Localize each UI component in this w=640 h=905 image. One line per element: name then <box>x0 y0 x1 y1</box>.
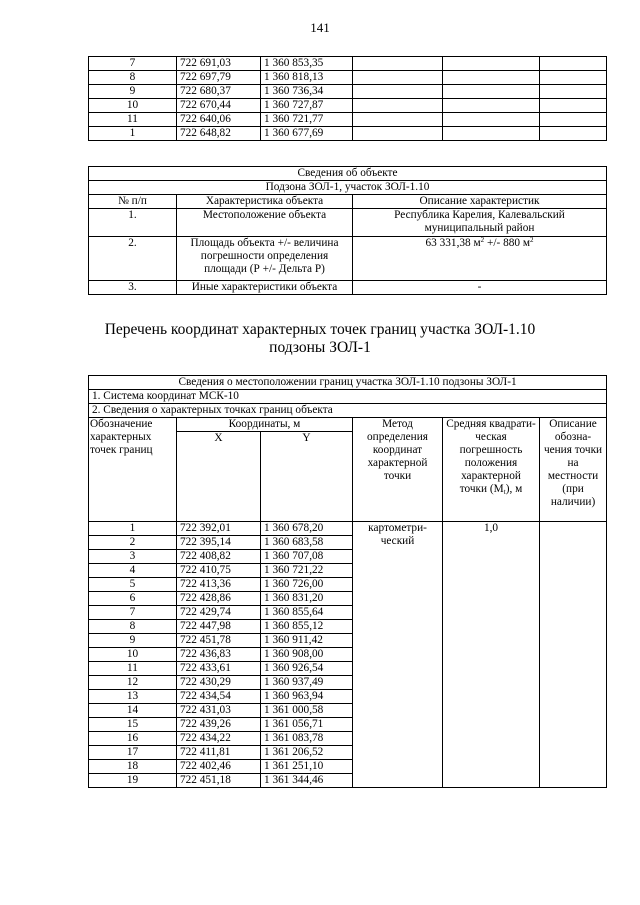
coord-y: 1 360 855,64 <box>261 606 353 620</box>
coord-x: 722 447,98 <box>177 620 261 634</box>
boundary-coordinates-table <box>88 375 607 788</box>
empty-cell <box>353 57 443 71</box>
coord-y: 1 360 726,00 <box>261 578 353 592</box>
coord-y: 1 360 677,69 <box>261 127 353 141</box>
area-tolerance-exponent: 2 <box>530 236 534 244</box>
empty-cell <box>540 57 607 71</box>
point-number: 6 <box>89 592 177 606</box>
coord-y: 1 360 818,13 <box>261 71 353 85</box>
point-number: 4 <box>89 564 177 578</box>
point-number: 8 <box>89 71 177 85</box>
coord-y: 1 360 707,08 <box>261 550 353 564</box>
header-designation: Обозначение характерных точек границ <box>89 418 177 522</box>
table-row <box>89 57 607 71</box>
row-3-num: 3. <box>89 281 177 295</box>
boundary-table-body <box>89 376 607 788</box>
points-info-row: 2. Сведения о характерных точках границ объекта <box>89 404 607 418</box>
row-1-num: 1. <box>89 209 177 237</box>
method-value: картометри-ческий <box>353 522 443 788</box>
point-number: 14 <box>89 704 177 718</box>
row-2-num: 2. <box>89 237 177 281</box>
coord-y: 1 360 727,87 <box>261 99 353 113</box>
coord-x: 722 430,29 <box>177 676 261 690</box>
area-tolerance: +/- 880 м <box>484 237 531 249</box>
section-heading-line-2: подзоны ЗОЛ-1 <box>269 339 371 356</box>
coord-x: 722 670,44 <box>177 99 261 113</box>
coord-y: 1 360 926,54 <box>261 662 353 676</box>
row-1-description: Республика Карелия, Калевальский муниципальный район <box>353 209 607 237</box>
coord-y: 1 360 736,34 <box>261 85 353 99</box>
boundary-table-title: Сведения о местоположении границ участка ЗОЛ-1.10 подзоны ЗОЛ-1 <box>89 376 607 390</box>
empty-cell <box>443 99 540 113</box>
coord-y: 1 360 963,94 <box>261 690 353 704</box>
empty-cell <box>353 85 443 99</box>
coord-y: 1 360 721,22 <box>261 564 353 578</box>
point-number: 3 <box>89 550 177 564</box>
empty-cell <box>443 85 540 99</box>
coord-x: 722 434,54 <box>177 690 261 704</box>
area-exponent: 2 <box>480 236 485 244</box>
coord-y: 1 361 251,10 <box>261 760 353 774</box>
point-number: 12 <box>89 676 177 690</box>
point-number: 8 <box>89 620 177 634</box>
page-number: 141 <box>310 20 330 35</box>
point-number: 9 <box>89 634 177 648</box>
header-coordinates: Координаты, м <box>177 418 353 432</box>
coord-x: 722 680,37 <box>177 85 261 99</box>
continuation-table-body <box>89 57 607 141</box>
coord-y: 1 360 831,20 <box>261 592 353 606</box>
point-number: 10 <box>89 648 177 662</box>
empty-cell <box>443 113 540 127</box>
point-number: 10 <box>89 99 177 113</box>
empty-cell <box>353 99 443 113</box>
table-row <box>89 71 607 85</box>
coord-x: 722 413,36 <box>177 578 261 592</box>
empty-cell <box>540 113 607 127</box>
coord-y: 1 360 721,77 <box>261 113 353 127</box>
point-number: 2 <box>89 536 177 550</box>
coord-y: 1 361 206,52 <box>261 746 353 760</box>
header-characteristic: Характеристика объекта <box>177 195 353 209</box>
row-2-description <box>353 237 607 281</box>
empty-cell <box>443 57 540 71</box>
row-2-characteristic: Площадь объекта +/- величина погрешности определения площади (Р +/- Дельта Р) <box>177 237 353 281</box>
coord-x: 722 439,26 <box>177 718 261 732</box>
point-number: 5 <box>89 578 177 592</box>
object-table-subtitle: Подзона ЗОЛ-1, участок ЗОЛ-1.10 <box>89 181 607 195</box>
coord-y: 1 360 853,35 <box>261 57 353 71</box>
coord-y: 1 360 908,00 <box>261 648 353 662</box>
coord-y: 1 360 683,58 <box>261 536 353 550</box>
error-unit: ), м <box>505 483 523 495</box>
coordinates-table-continuation <box>88 56 607 141</box>
coord-y: 1 360 678,20 <box>261 522 353 536</box>
row-3-characteristic: Иные характеристики объекта <box>177 281 353 295</box>
coord-x: 722 434,22 <box>177 732 261 746</box>
coord-x: 722 402,46 <box>177 760 261 774</box>
coord-x: 722 451,78 <box>177 634 261 648</box>
coord-x: 722 392,01 <box>177 522 261 536</box>
object-table-title: Сведения об объекте <box>89 167 607 181</box>
coord-y: 1 360 911,42 <box>261 634 353 648</box>
coord-x: 722 428,86 <box>177 592 261 606</box>
row-1-characteristic: Местоположение объекта <box>177 209 353 237</box>
coord-y: 1 361 344,46 <box>261 774 353 788</box>
point-number: 16 <box>89 732 177 746</box>
header-error <box>443 418 540 522</box>
coord-y: 1 360 855,12 <box>261 620 353 634</box>
coord-x: 722 410,75 <box>177 564 261 578</box>
area-value: 63 331,38 м <box>425 237 481 249</box>
coord-x: 722 431,03 <box>177 704 261 718</box>
coord-x: 722 433,61 <box>177 662 261 676</box>
empty-cell <box>353 113 443 127</box>
coord-x: 722 451,18 <box>177 774 261 788</box>
coord-y: 1 361 056,71 <box>261 718 353 732</box>
coord-x: 722 429,74 <box>177 606 261 620</box>
table-row <box>89 113 607 127</box>
coord-x: 722 691,03 <box>177 57 261 71</box>
coord-x: 722 640,06 <box>177 113 261 127</box>
section-heading-line-1: Перечень координат характерных точек границ участка ЗОЛ-1.10 <box>104 321 536 338</box>
empty-cell <box>540 99 607 113</box>
point-number: 9 <box>89 85 177 99</box>
header-description: Описание характеристик <box>353 195 607 209</box>
empty-cell <box>443 71 540 85</box>
coord-x: 722 436,83 <box>177 648 261 662</box>
point-number: 7 <box>89 606 177 620</box>
header-method: Метод определения координат характерной точки <box>353 418 443 522</box>
table-row <box>89 522 607 536</box>
description-value <box>540 522 607 788</box>
point-number: 1 <box>89 522 177 536</box>
header-x: X <box>177 432 261 522</box>
point-number: 19 <box>89 774 177 788</box>
header-y: Y <box>261 432 353 522</box>
coord-y: 1 361 083,78 <box>261 732 353 746</box>
empty-cell <box>353 71 443 85</box>
table-row <box>89 127 607 141</box>
point-number: 17 <box>89 746 177 760</box>
point-number: 13 <box>89 690 177 704</box>
object-info-table <box>88 166 607 295</box>
coord-x: 722 408,82 <box>177 550 261 564</box>
point-number: 11 <box>89 113 177 127</box>
empty-cell <box>353 127 443 141</box>
empty-cell <box>540 85 607 99</box>
point-number: 15 <box>89 718 177 732</box>
coord-x: 722 411,81 <box>177 746 261 760</box>
error-value: 1,0 <box>443 522 540 788</box>
point-number: 7 <box>89 57 177 71</box>
coord-x: 722 697,79 <box>177 71 261 85</box>
error-subscript: t <box>503 488 506 496</box>
point-number: 11 <box>89 662 177 676</box>
empty-cell <box>443 127 540 141</box>
empty-cell <box>540 127 607 141</box>
row-3-description: - <box>353 281 607 295</box>
error-label: Средняя квадрати-ческая погрешность положения характерной точки (M <box>446 418 536 495</box>
header-description: Описание обозна-чения точки на местности (при наличии) <box>540 418 607 522</box>
coord-y: 1 361 000,58 <box>261 704 353 718</box>
empty-cell <box>540 71 607 85</box>
coord-x: 722 395,14 <box>177 536 261 550</box>
coord-y: 1 360 937,49 <box>261 676 353 690</box>
point-number: 1 <box>89 127 177 141</box>
coord-x: 722 648,82 <box>177 127 261 141</box>
point-number: 18 <box>89 760 177 774</box>
table-row <box>89 85 607 99</box>
header-num: № п/п <box>89 195 177 209</box>
coordinate-system-row: 1. Система координат МСК-10 <box>89 390 607 404</box>
table-row <box>89 99 607 113</box>
